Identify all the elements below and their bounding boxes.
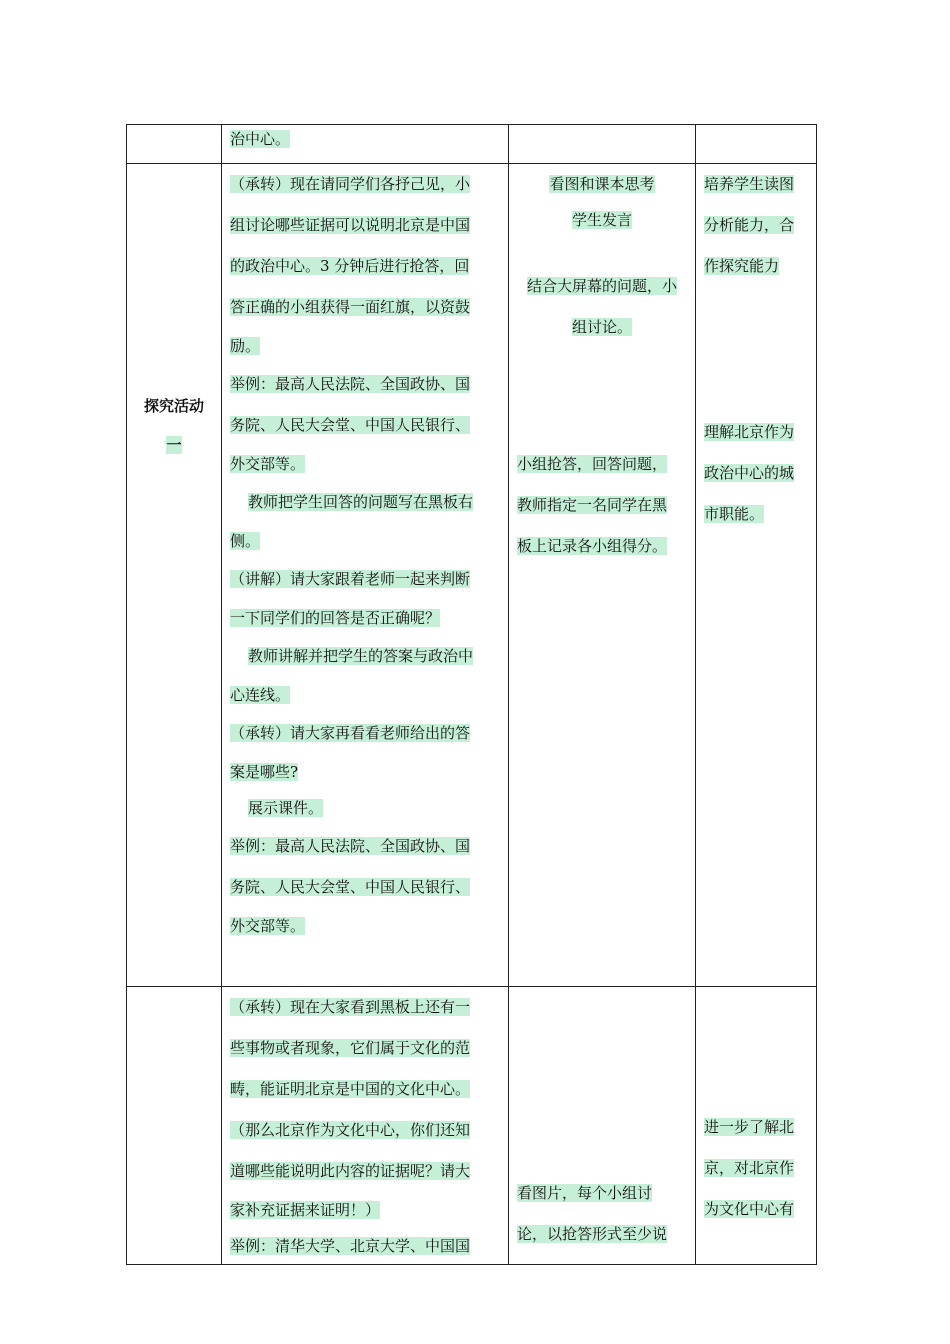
text-line: 京，对北京作 [704,1159,795,1177]
text-line: 培养学生读图 [704,175,795,193]
text-line: 看图和课本思考 [549,175,655,193]
text-line: （那么北京作为文化中心，你们还知 [230,1121,471,1139]
text-line: 教师讲解并把学生的答案与政治中 [248,647,474,665]
lesson-plan-table [126,124,817,1265]
text-line: 务院、人民大会堂、中国人民银行、 [230,416,471,434]
text-line: 政治中心的城 [704,464,795,482]
stage-cell [127,125,222,164]
text-line: 教师把学生回答的问题写在黑板右 [248,493,474,511]
text-line: 组讨论。 [571,318,632,336]
text-line: （承转）请大家再看看老师给出的答 [230,724,471,742]
text-line: 畴，能证明北京是中国的文化中心。 [230,1080,471,1098]
text-line: 市职能。 [704,505,765,523]
stage-cell [127,987,222,1265]
text-line: 板上记录各小组得分。 [517,537,668,555]
text-line: 家补充证据来证明！） [230,1201,381,1219]
table-row [127,164,817,987]
text-line: 理解北京作为 [704,423,795,441]
text-line: 举例：最高人民法院、全国政协、国 [230,375,471,393]
text-line: 务院、人民大会堂、中国人民银行、 [230,878,471,896]
text-line: 举例：清华大学、北京大学、中国国 [230,1237,471,1255]
text-line: 为文化中心有 [704,1200,795,1218]
text-line: 作探究能力 [704,257,780,275]
text-line: 治中心。 [230,130,291,148]
teacher-activity-cell [222,987,509,1265]
text-line: 举例：最高人民法院、全国政协、国 [230,837,471,855]
stage-label: 探究活动 [143,397,204,415]
text-line: （承转）现在请同学们各抒己见，小 [230,175,471,193]
text-line: 结合大屏幕的问题，小 [526,277,677,295]
text-line: 分析能力，合 [704,216,795,234]
stage-cell [127,164,222,987]
student-activity-cell [509,164,696,987]
table-row [127,125,817,164]
text-line: 进一步了解北 [704,1118,795,1136]
text-line: 教师指定一名同学在黑 [517,496,668,514]
text-line: 道哪些能说明此内容的证据呢？请大 [230,1162,471,1180]
teacher-activity-cell [222,125,509,164]
text-line: 一下同学们的回答是否正确呢？ [230,609,441,627]
text-line: 论，以抢答形式至少说 [517,1225,668,1243]
table-row [127,987,817,1265]
text-line: 看图片，每个小组讨 [517,1184,653,1202]
student-activity-cell [509,125,696,164]
text-line: 心连线。 [230,686,291,704]
design-intent-cell [696,125,817,164]
text-line: 的政治中心。3 分钟后进行抢答，回 [230,257,470,275]
text-line: （承转）现在大家看到黑板上还有一 [230,998,471,1016]
text-line: 展示课件。 [248,799,324,817]
text-line: （讲解）请大家跟着老师一起来判断 [230,570,471,588]
design-intent-cell [696,164,817,987]
text-line: 励。 [230,337,261,355]
student-activity-cell [509,987,696,1265]
text-line: 学生发言 [571,211,632,229]
design-intent-cell [696,987,817,1265]
teacher-activity-cell [222,164,509,987]
text-line: 案是哪些? [230,763,299,781]
text-line: 外交部等。 [230,917,306,935]
text-line: 答正确的小组获得一面红旗，以资鼓 [230,298,471,316]
text-line: 小组抢答，回答问题， [517,455,668,473]
text-line: 侧。 [230,532,261,550]
stage-label: 一 [166,436,182,454]
text-line: 外交部等。 [230,455,306,473]
text-line: 些事物或者现象，它们属于文化的范 [230,1039,471,1057]
text-line: 组讨论哪些证据可以说明北京是中国 [230,216,471,234]
